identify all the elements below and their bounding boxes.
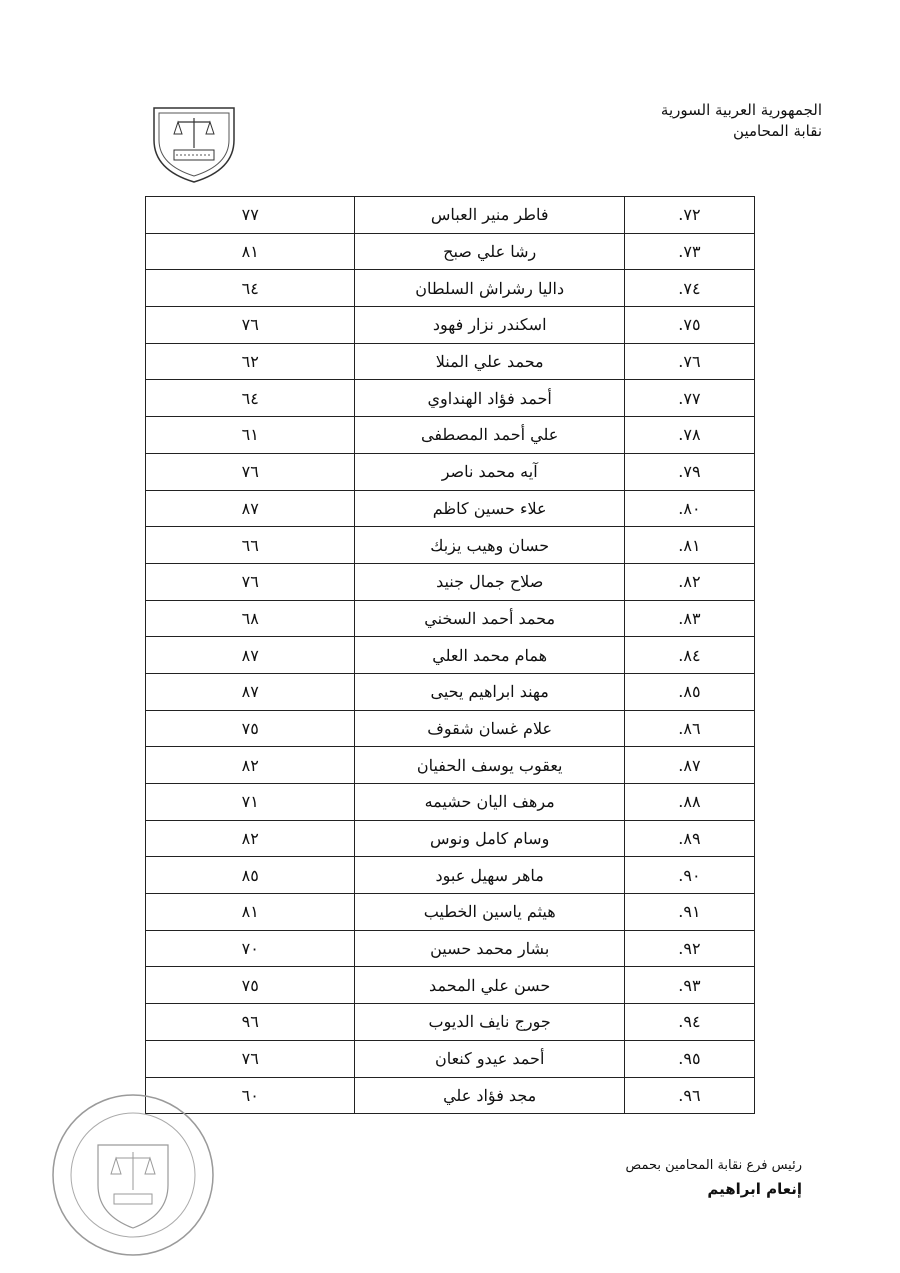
grade-value: ٨٧ — [146, 673, 355, 710]
row-number: ٧٨. — [624, 417, 754, 454]
table-row — [146, 1077, 755, 1114]
grade-value: ٧٥ — [146, 710, 355, 747]
row-number: ٨٨. — [624, 784, 754, 821]
table-row — [146, 563, 755, 600]
row-number: ٨٦. — [624, 710, 754, 747]
row-number: ٨١. — [624, 527, 754, 564]
official-stamp-icon — [48, 1090, 218, 1260]
candidate-name: مرهف اليان حشيمه — [355, 784, 624, 821]
table-row — [146, 857, 755, 894]
grade-value: ٧٦ — [146, 307, 355, 344]
row-number: ٩١. — [624, 894, 754, 931]
table-row — [146, 197, 755, 234]
row-number: ٧٩. — [624, 453, 754, 490]
grade-value: ٧٦ — [146, 1040, 355, 1077]
table-row — [146, 710, 755, 747]
row-number: ٧٦. — [624, 343, 754, 380]
row-number: ٧٥. — [624, 307, 754, 344]
table-row — [146, 967, 755, 1004]
table-row — [146, 307, 755, 344]
row-number: ٩٠. — [624, 857, 754, 894]
candidate-name: مهند ابراهيم يحيى — [355, 673, 624, 710]
grade-value: ٦٤ — [146, 270, 355, 307]
table-row — [146, 600, 755, 637]
row-number: ٩٤. — [624, 1004, 754, 1041]
candidate-name: وسام كامل ونوس — [355, 820, 624, 857]
grade-value: ٦١ — [146, 417, 355, 454]
row-number: ٨٤. — [624, 637, 754, 674]
letterhead — [661, 100, 822, 142]
candidate-name: داليا رشراش السلطان — [355, 270, 624, 307]
row-number: ٧٣. — [624, 233, 754, 270]
candidate-name: علاء حسين كاظم — [355, 490, 624, 527]
row-number: ٨٠. — [624, 490, 754, 527]
grade-value: ٦٠ — [146, 1077, 355, 1114]
table-row — [146, 343, 755, 380]
candidate-name: آيه محمد ناصر — [355, 453, 624, 490]
candidate-name: جورج نايف الديوب — [355, 1004, 624, 1041]
candidate-name: ماهر سهيل عبود — [355, 857, 624, 894]
table-row — [146, 233, 755, 270]
table-row — [146, 820, 755, 857]
table-row — [146, 1004, 755, 1041]
row-number: ٧٢. — [624, 197, 754, 234]
row-number: ٩٦. — [624, 1077, 754, 1114]
grade-value: ٦٢ — [146, 343, 355, 380]
row-number: ٨٩. — [624, 820, 754, 857]
candidate-name: فاطر منير العباس — [355, 197, 624, 234]
grade-value: ٩٦ — [146, 1004, 355, 1041]
candidate-name: صلاح جمال جنيد — [355, 563, 624, 600]
table-row — [146, 747, 755, 784]
row-number: ٨٢. — [624, 563, 754, 600]
table-row — [146, 894, 755, 931]
grade-value: ٧٦ — [146, 563, 355, 600]
candidate-name: أحمد فؤاد الهنداوي — [355, 380, 624, 417]
table-row — [146, 784, 755, 821]
grade-value: ٨١ — [146, 233, 355, 270]
table-row — [146, 930, 755, 967]
grade-value: ٨٧ — [146, 490, 355, 527]
grade-value: ٧٧ — [146, 197, 355, 234]
row-number: ٨٣. — [624, 600, 754, 637]
candidate-name: يعقوب يوسف الحفيان — [355, 747, 624, 784]
table-row — [146, 527, 755, 564]
letterhead-org: نقابة المحامين — [733, 122, 822, 140]
table-row — [146, 270, 755, 307]
candidate-name: أحمد عيدو كنعان — [355, 1040, 624, 1077]
table-row — [146, 637, 755, 674]
candidate-name: علام غسان شقوف — [355, 710, 624, 747]
grade-value: ٧٠ — [146, 930, 355, 967]
grade-value: ٨٢ — [146, 747, 355, 784]
candidate-name: همام محمد العلي — [355, 637, 624, 674]
grade-value: ٨١ — [146, 894, 355, 931]
candidate-name: بشار محمد حسين — [355, 930, 624, 967]
candidate-name: محمد أحمد السخني — [355, 600, 624, 637]
grade-value: ٧٦ — [146, 453, 355, 490]
row-number: ٩٢. — [624, 930, 754, 967]
candidate-name: حسن علي المحمد — [355, 967, 624, 1004]
grade-value: ٧١ — [146, 784, 355, 821]
row-number: ٨٧. — [624, 747, 754, 784]
candidate-name: علي أحمد المصطفى — [355, 417, 624, 454]
grade-value: ٧٥ — [146, 967, 355, 1004]
grade-value: ٦٦ — [146, 527, 355, 564]
table-row — [146, 380, 755, 417]
table-row — [146, 453, 755, 490]
candidate-name: مجد فؤاد علي — [355, 1077, 624, 1114]
grade-value: ٨٥ — [146, 857, 355, 894]
row-number: ٩٣. — [624, 967, 754, 1004]
row-number: ٨٥. — [624, 673, 754, 710]
row-number: ٧٧. — [624, 380, 754, 417]
candidate-name: اسكندر نزار فهود — [355, 307, 624, 344]
signature-block — [626, 1155, 802, 1201]
table-row — [146, 673, 755, 710]
results-table — [145, 196, 755, 1114]
bar-association-emblem-icon — [148, 100, 240, 184]
candidate-name: هيثم ياسين الخطيب — [355, 894, 624, 931]
letterhead-country: الجمهورية العربية السورية — [660, 101, 822, 119]
candidate-name: رشا علي صبح — [355, 233, 624, 270]
row-number: ٧٤. — [624, 270, 754, 307]
grade-value: ٦٨ — [146, 600, 355, 637]
grade-value: ٨٧ — [146, 637, 355, 674]
table-row — [146, 1040, 755, 1077]
grade-value: ٦٤ — [146, 380, 355, 417]
signature-title: رئيس فرع نقابة المحامين بحمص — [625, 1158, 802, 1173]
table-row — [146, 417, 755, 454]
row-number: ٩٥. — [624, 1040, 754, 1077]
grade-value: ٨٢ — [146, 820, 355, 857]
candidate-name: حسان وهيب يزبك — [355, 527, 624, 564]
candidate-name: محمد علي المنلا — [355, 343, 624, 380]
signature-name: إنعام ابراهيم — [707, 1180, 802, 1198]
table-row — [146, 490, 755, 527]
